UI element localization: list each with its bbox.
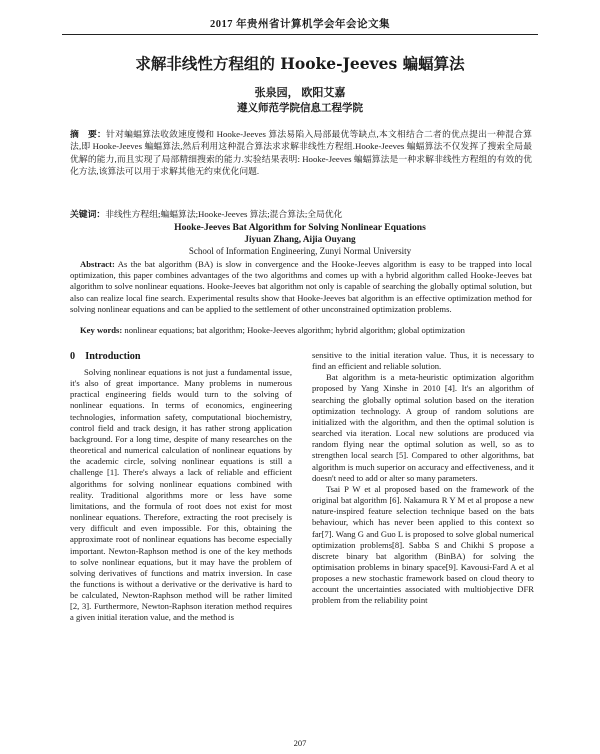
cn-authors: 张泉园， 欧阳艾嘉 (254, 87, 346, 99)
en-abstract-text: As the bat algorithm (BA) is slow in convergence and the Hooke-Jeeves algorithm is easy to be trapped into local optimization, this paper combines advantages of the two algorithms and comes up with a hybrid algorithm called Hooke-Jeeves bat algorithm to solve nonlinear equations. Hooke-Jeeves bat algorithm not only is capable of searching the globally optimal solution, but also can realize local fine search. Experimental results show that Hooke-Jeeves bat algorithm is an effective optimization method for solving nonlinear equations and can be applied to the settlement of other unconstrained optimization problems. (70, 259, 532, 314)
cn-abstract-label: 摘 要： (70, 129, 107, 139)
en-authors: Jiyuan Zhang, Aijia Ouyang (244, 234, 356, 244)
intro-paragraph-2: Bat algorithm is a meta-heuristic optimization algorithm proposed by Yang Xinshe in 2010 [4]. It's an algorithm of searching the globally optimal solution based on the iteration optimization technology. A group of random solutions are initialized with the algorithm, and then the optimal solution is searched via iteration. Local new solutions are produced via random flying near the optimal solution as well, so as to strengthen local search [5]. Compared to other algorithms, bat algorithm is much superior on accuracy and effectiveness, and it doesn't need to add or alter so many parameters. (312, 372, 534, 483)
page-number: 207 (293, 738, 307, 748)
en-paper-title: Hooke-Jeeves Bat Algorithm for Solving Nonlinear Equations (174, 222, 426, 233)
en-keywords-label: Key words: (80, 325, 123, 335)
running-title: 2017 年贵州省计算机学会年会论文集 (209, 19, 391, 30)
cn-keywords-text: 非线性方程组;蝙蝠算法;Hooke-Jeeves 算法;混合算法;全局优化 (105, 209, 343, 219)
section-heading-introduction: 0 Introduction (70, 351, 141, 362)
en-affiliation: School of Information Engineering, Zunyi Normal University (188, 246, 412, 256)
intro-paragraph-3: Tsai P W et al proposed based on the framework of the original bat algorithm [6]. Nakamura R Y M et al propose a new nature-inspired feature selection technique based on the bats behaviour, which has never been applied to this context so far[7]. Wang G and Guo L is proposed to solve global numerical optimization problems[8]. Sabba S and Chikhi S propose a discrete binary bat algorithm (BinBA) for solving the optimisation problems in binary space[9]. Kavousi-Fard A et al proposes a new stochastic framework based on cloud theory to account the uncertainties associated with multiobjective DFR problem from the reliability point (312, 483, 534, 606)
en-abstract (70, 259, 532, 315)
header-rule (62, 34, 538, 35)
cn-affiliation: 遵义师范学院信息工程学院 (237, 103, 363, 114)
cn-abstract (70, 128, 532, 178)
cn-keywords-label: 关键词： (70, 209, 106, 219)
left-column (70, 350, 292, 624)
cn-keywords (70, 208, 532, 220)
intro-paragraph-continued: sensitive to the initial iteration value. Thus, it is necessary to find an efficient and reliable solution. (312, 350, 534, 372)
cn-abstract-text: 针对蝙蝠算法收敛速度慢和 Hooke-Jeeves 算法易陷入局部最优等缺点,本文相结合二者的优点提出一种混合算法,即 Hooke-Jeeves 蝙蝠算法,然后利用这种混合算法求求解非线性方程组.Hooke-Jeeves 蝙蝠算法不仅发挥了搜索全局最优解的能力,而且实现了局部精细搜索的能力.实验结果表明: Hooke-Jeeves 蝙蝠算法是一种求解非线性方程组的有效的优化方法,该算法可以用于求解其他无约束优化问题. (70, 129, 532, 177)
cn-paper-title: 求解非线性方程组的 Hooke-Jeeves 蝙蝠算法 (135, 54, 465, 73)
en-keywords (70, 325, 532, 336)
en-abstract-label: Abstract: (80, 259, 115, 269)
en-keywords-text: nonlinear equations; bat algorithm; Hooke-Jeeves algorithm; hybrid algorithm; global optimization (124, 325, 465, 335)
intro-paragraph-1: Solving nonlinear equations is not just a fundamental issue, it's also of great importance. Many problems in numerous practical engineering fields would turn to the solving of nonlinear equations. In terms of economics, engineering technologies, information safety, computational biochemistry, control field and track design, it has rather strong application background. For a long time, despite of many researches on the theoretical and numerical calculation of nonlinear equations by the academic circle, solving nonlinear equations is still a challenge [1]. There's always a lack of reliable and efficient algorithms for solving nonlinear equations combined with reality. Traditional algorithms more or less have some limitations, and the formula of root does not exist for most nonlinear equations. Therefore, extracting the root precisely is very difficult and even impossible. For this, obtaining the approximate root of nonlinear equations has become especially important. Newton-Raphson method is one of the key methods to solve nonlinear equations, but it may have the problem of solving derivatives of functions and matrix inversion. In case the functions is without a derivative or the derivative is hard to be calculated, Newton-Raphson method will be rather limited [2, 3]. Furthermore, Newton-Raphson iteration method requires a given initial iteration value, and the method is (70, 367, 292, 623)
right-column (312, 350, 534, 607)
